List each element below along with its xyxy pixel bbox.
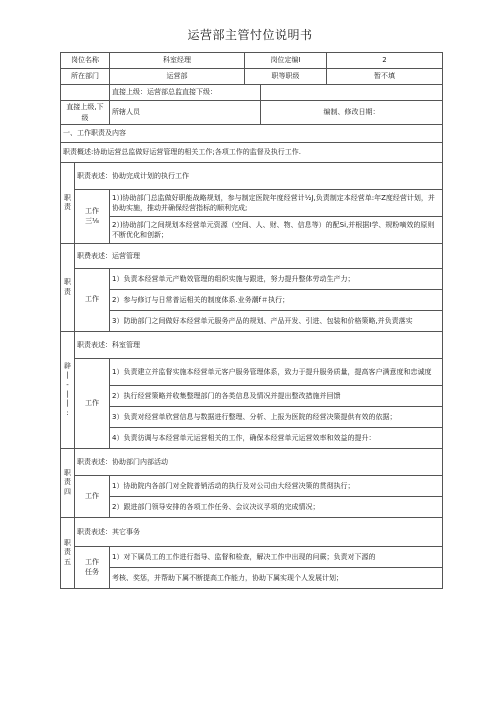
duty-item-row (61, 190, 443, 217)
duty-block-5 (61, 518, 443, 547)
duty-item: 1）对下属员工的工作进行指导、监督和检查，解决工作中出现的问蕨；负责对下源的 (110, 547, 443, 568)
duty-item-row (61, 476, 443, 497)
duty-label: 职 责 五 (61, 518, 75, 589)
duty-item: 1）)协助部门总监做好职能战略规划，参与制定医院年度经营计½J,负责制定本经营单:年Z度经营计划，并协助实施，推动并确保经营指标的顺利完成; (110, 190, 443, 217)
duty-item-row (61, 311, 443, 332)
responsibility-overview: 职责概述:协助运营总监做好运营管理的相关工作;各项工作的监督及执行工作. (61, 143, 443, 163)
basic-info-row-2 (61, 69, 443, 85)
work-task-label: 工作 (75, 359, 110, 449)
duty-item: 4）负责彷调与本经营单元运营相关的工作，确保本经营单元运营效率和效益的提升： (110, 428, 443, 449)
duty-label: 职 责 四 (61, 449, 75, 518)
duty-item-row (61, 386, 443, 407)
duty-block-4 (61, 449, 443, 476)
duty-item: 2）执行经营策略并收集整理部门的各类信息及情况并提出整改措施并回馈 (110, 386, 443, 407)
basic-info-row-3 (61, 85, 443, 101)
overview-row (61, 143, 443, 163)
duty-item: 1）负责本经营单元产勒效管理的组织实施与跟进，努力提升整体劳动生产力； (110, 269, 443, 290)
quota-value: 2 (327, 53, 443, 69)
duty-item-row (61, 428, 443, 449)
duty-item-row (61, 407, 443, 428)
duty-item: 2）)协助部门之间规划本经营单元资源（空间、人、财、物、信息等）的配Si,并根据I学、规粉嘀效的原则不断优化和创新； (110, 217, 443, 244)
work-task-label: 工作 (75, 269, 110, 332)
subordinates-value: 所辖人员 (110, 101, 261, 125)
duty-block-1 (61, 163, 443, 190)
duty-block-3 (61, 332, 443, 359)
duty-item: 考核、奖惩，并帮助下属不断提高工作能力，协助下属实现个人发展计划； (110, 568, 443, 589)
grade-label: 职等职级 (245, 69, 327, 85)
duty-description: 职责表述：协助部门内部活动 (75, 449, 443, 476)
duty-description: 职责表述：协助完成计划的执行工作 (75, 163, 443, 190)
department-value: 运营部 (110, 69, 245, 85)
edit-date-label: 编制、修改日期： (261, 101, 443, 125)
document-title: 运营部主管忖位说明书 (187, 28, 313, 42)
duty-label: 辟 | - | | : (61, 332, 75, 449)
duty-label: 职 责 (61, 163, 75, 244)
duty-item-row (61, 497, 443, 518)
duty-item-row (61, 217, 443, 244)
duty-description: 职责表述：其它事务 (75, 518, 443, 547)
duty-item-row (61, 269, 443, 290)
work-task-label: 工作 (75, 476, 110, 518)
duty-item-row (61, 359, 443, 386)
duty-label: 职 责 (61, 244, 75, 332)
duty-item: 2）参与修订与日常普运相关的制度体系.业务潮f＃执行； (110, 290, 443, 311)
grade-value: 暂不填 (327, 69, 443, 85)
duty-item-row (61, 568, 443, 589)
work-task-label: 工作 三⅛ (75, 190, 110, 244)
supervisor-label: 直接上级,下级 (61, 101, 110, 125)
duty-item: 2）跟进部门领导安排的各项工作任务、会议决议孚项的完成情况； (110, 497, 443, 518)
duty-block-2 (61, 244, 443, 269)
duty-item-row (61, 290, 443, 311)
department-label: 所在部门 (61, 69, 110, 85)
duty-item: 1）负责建立并监督实施本经营单元客户服务管理体系，致力于提升服务质量，提高客户满意度和忠诚度 (110, 359, 443, 386)
quota-label: 岗位定编I (245, 53, 327, 69)
duty-item: 1）协助院内各部门对全院普销活动的执行及对公司由大经营决策的贯彻执行； (110, 476, 443, 497)
upper-subordinate-label: 直接上级：运营部总监直接下级： (110, 85, 261, 101)
position-name-label: 岗位名称 (61, 53, 110, 69)
section-title-row (61, 125, 443, 143)
position-name-value: 科室经理 (110, 53, 245, 69)
job-description-table (60, 52, 443, 589)
section-title: 一、工作职责及内容 (61, 125, 443, 143)
duty-description: 职费表述：运营管理 (75, 244, 443, 269)
duty-item: 3）防助部门之间做好本经营单元服务产品的规划、产品开发、引进、包装和价格策略,并负责落实 (110, 311, 443, 332)
duty-item: 3）负责对经营单欣营信息与数据进行整理、分析、上报为医院的经营决策提供有效的依据； (110, 407, 443, 428)
basic-info-row-1 (61, 53, 443, 69)
duty-item-row (61, 547, 443, 568)
work-task-label: 工作 任务 (75, 547, 110, 589)
basic-info-row-4 (61, 101, 443, 125)
duty-description: 职责表述：科室管理 (75, 332, 443, 359)
